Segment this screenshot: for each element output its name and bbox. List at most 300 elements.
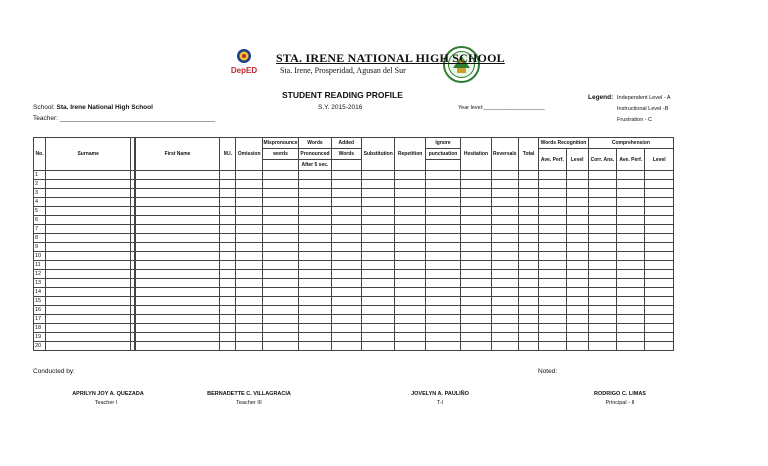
table-cell[interactable] — [220, 333, 236, 342]
table-cell[interactable] — [135, 189, 220, 198]
table-cell[interactable] — [491, 270, 518, 279]
table-cell[interactable] — [425, 333, 460, 342]
table-cell[interactable] — [331, 297, 361, 306]
table-cell[interactable] — [645, 180, 674, 189]
table-cell[interactable] — [331, 252, 361, 261]
table-cell[interactable] — [425, 189, 460, 198]
table-cell[interactable] — [461, 261, 491, 270]
table-cell[interactable] — [262, 198, 298, 207]
table-cell[interactable] — [362, 216, 395, 225]
table-cell[interactable] — [135, 225, 220, 234]
table-cell[interactable] — [262, 225, 298, 234]
table-cell[interactable] — [425, 315, 460, 324]
table-cell[interactable] — [46, 324, 131, 333]
table-cell[interactable] — [461, 324, 491, 333]
table-cell[interactable] — [46, 270, 131, 279]
table-cell[interactable] — [331, 306, 361, 315]
table-cell[interactable] — [362, 198, 395, 207]
table-cell[interactable] — [262, 342, 298, 351]
table-cell[interactable] — [539, 297, 566, 306]
table-cell[interactable] — [236, 315, 262, 324]
table-cell[interactable] — [617, 234, 645, 243]
table-cell[interactable] — [588, 243, 616, 252]
table-cell[interactable] — [518, 243, 538, 252]
table-cell[interactable] — [46, 333, 131, 342]
table-cell[interactable] — [461, 225, 491, 234]
table-cell[interactable] — [588, 279, 616, 288]
table-cell[interactable] — [46, 216, 131, 225]
table-cell[interactable] — [617, 270, 645, 279]
table-cell[interactable] — [331, 324, 361, 333]
table-cell[interactable] — [299, 252, 331, 261]
table-cell[interactable] — [425, 261, 460, 270]
table-cell[interactable] — [491, 171, 518, 180]
table-cell[interactable] — [262, 171, 298, 180]
table-cell[interactable] — [425, 270, 460, 279]
table-cell[interactable] — [46, 198, 131, 207]
table-cell[interactable] — [395, 306, 425, 315]
table-cell[interactable] — [135, 207, 220, 216]
table-cell[interactable] — [362, 207, 395, 216]
table-cell[interactable] — [491, 243, 518, 252]
table-cell[interactable] — [539, 252, 566, 261]
table-cell[interactable] — [220, 279, 236, 288]
table-cell[interactable] — [645, 306, 674, 315]
table-cell[interactable] — [539, 315, 566, 324]
table-cell[interactable] — [299, 216, 331, 225]
table-cell[interactable] — [539, 306, 566, 315]
table-cell[interactable] — [395, 171, 425, 180]
table-cell[interactable] — [539, 324, 566, 333]
table-cell[interactable] — [236, 342, 262, 351]
table-cell[interactable] — [262, 180, 298, 189]
table-cell[interactable] — [220, 225, 236, 234]
table-cell[interactable] — [539, 198, 566, 207]
table-cell[interactable] — [518, 261, 538, 270]
table-cell[interactable] — [331, 180, 361, 189]
table-cell[interactable] — [518, 288, 538, 297]
table-cell[interactable] — [220, 243, 236, 252]
table-cell[interactable] — [262, 207, 298, 216]
table-cell[interactable] — [588, 216, 616, 225]
table-cell[interactable] — [331, 270, 361, 279]
table-cell[interactable] — [46, 297, 131, 306]
table-cell[interactable] — [425, 306, 460, 315]
table-cell[interactable] — [539, 180, 566, 189]
table-cell[interactable] — [566, 315, 588, 324]
table-cell[interactable] — [566, 216, 588, 225]
table-cell[interactable] — [220, 234, 236, 243]
table-cell[interactable] — [331, 279, 361, 288]
table-cell[interactable] — [518, 252, 538, 261]
table-cell[interactable] — [46, 171, 131, 180]
table-cell[interactable] — [539, 225, 566, 234]
table-cell[interactable] — [236, 198, 262, 207]
table-cell[interactable] — [566, 225, 588, 234]
table-cell[interactable] — [461, 252, 491, 261]
table-cell[interactable] — [299, 315, 331, 324]
table-cell[interactable] — [588, 189, 616, 198]
table-cell[interactable] — [588, 225, 616, 234]
table-cell[interactable] — [362, 288, 395, 297]
table-cell[interactable] — [262, 288, 298, 297]
table-cell[interactable] — [236, 207, 262, 216]
table-cell[interactable] — [46, 234, 131, 243]
table-cell[interactable] — [135, 279, 220, 288]
table-cell[interactable] — [617, 342, 645, 351]
table-cell[interactable] — [236, 225, 262, 234]
table-cell[interactable] — [395, 324, 425, 333]
table-cell[interactable] — [262, 270, 298, 279]
table-cell[interactable] — [617, 288, 645, 297]
table-cell[interactable] — [566, 261, 588, 270]
table-cell[interactable] — [645, 342, 674, 351]
table-cell[interactable] — [220, 261, 236, 270]
table-cell[interactable] — [645, 252, 674, 261]
table-cell[interactable] — [220, 342, 236, 351]
table-cell[interactable] — [645, 225, 674, 234]
table-cell[interactable] — [461, 297, 491, 306]
table-cell[interactable] — [461, 270, 491, 279]
table-cell[interactable] — [566, 171, 588, 180]
table-cell[interactable] — [220, 189, 236, 198]
table-cell[interactable] — [425, 216, 460, 225]
table-cell[interactable] — [566, 207, 588, 216]
table-cell[interactable] — [588, 234, 616, 243]
table-cell[interactable] — [645, 243, 674, 252]
table-cell[interactable] — [331, 243, 361, 252]
table-cell[interactable] — [645, 216, 674, 225]
table-cell[interactable] — [135, 315, 220, 324]
table-cell[interactable] — [566, 306, 588, 315]
table-cell[interactable] — [617, 306, 645, 315]
table-cell[interactable] — [46, 279, 131, 288]
table-cell[interactable] — [220, 216, 236, 225]
table-cell[interactable] — [566, 252, 588, 261]
table-cell[interactable] — [331, 315, 361, 324]
table-cell[interactable] — [617, 216, 645, 225]
table-cell[interactable] — [461, 315, 491, 324]
table-cell[interactable] — [236, 279, 262, 288]
table-cell[interactable] — [518, 171, 538, 180]
table-cell[interactable] — [135, 234, 220, 243]
table-cell[interactable] — [220, 207, 236, 216]
table-cell[interactable] — [518, 207, 538, 216]
table-cell[interactable] — [539, 189, 566, 198]
table-cell[interactable] — [362, 270, 395, 279]
table-cell[interactable] — [331, 234, 361, 243]
table-cell[interactable] — [491, 333, 518, 342]
table-cell[interactable] — [425, 297, 460, 306]
table-cell[interactable] — [262, 297, 298, 306]
table-cell[interactable] — [262, 234, 298, 243]
table-cell[interactable] — [236, 261, 262, 270]
table-cell[interactable] — [617, 171, 645, 180]
table-cell[interactable] — [46, 189, 131, 198]
table-cell[interactable] — [518, 333, 538, 342]
table-cell[interactable] — [617, 297, 645, 306]
table-cell[interactable] — [135, 270, 220, 279]
table-cell[interactable] — [491, 198, 518, 207]
table-cell[interactable] — [220, 252, 236, 261]
table-cell[interactable] — [362, 261, 395, 270]
table-cell[interactable] — [645, 198, 674, 207]
table-cell[interactable] — [46, 207, 131, 216]
table-cell[interactable] — [518, 216, 538, 225]
table-cell[interactable] — [461, 342, 491, 351]
table-cell[interactable] — [491, 315, 518, 324]
table-cell[interactable] — [395, 270, 425, 279]
table-cell[interactable] — [46, 243, 131, 252]
table-cell[interactable] — [461, 288, 491, 297]
table-cell[interactable] — [299, 288, 331, 297]
table-cell[interactable] — [262, 333, 298, 342]
table-cell[interactable] — [617, 315, 645, 324]
table-cell[interactable] — [236, 216, 262, 225]
table-cell[interactable] — [135, 342, 220, 351]
table-cell[interactable] — [645, 189, 674, 198]
table-cell[interactable] — [425, 171, 460, 180]
table-cell[interactable] — [645, 288, 674, 297]
table-cell[interactable] — [566, 243, 588, 252]
table-cell[interactable] — [425, 288, 460, 297]
table-cell[interactable] — [362, 279, 395, 288]
table-cell[interactable] — [395, 288, 425, 297]
table-cell[interactable] — [331, 216, 361, 225]
table-cell[interactable] — [518, 189, 538, 198]
table-cell[interactable] — [461, 207, 491, 216]
table-cell[interactable] — [539, 216, 566, 225]
table-cell[interactable] — [518, 279, 538, 288]
table-cell[interactable] — [645, 261, 674, 270]
table-cell[interactable] — [262, 324, 298, 333]
table-cell[interactable] — [461, 279, 491, 288]
table-cell[interactable] — [645, 171, 674, 180]
table-cell[interactable] — [395, 207, 425, 216]
table-cell[interactable] — [395, 252, 425, 261]
table-cell[interactable] — [331, 342, 361, 351]
table-cell[interactable] — [588, 270, 616, 279]
table-cell[interactable] — [236, 297, 262, 306]
table-cell[interactable] — [299, 333, 331, 342]
table-cell[interactable] — [461, 333, 491, 342]
table-cell[interactable] — [566, 279, 588, 288]
table-cell[interactable] — [518, 315, 538, 324]
table-cell[interactable] — [491, 225, 518, 234]
table-cell[interactable] — [135, 198, 220, 207]
table-cell[interactable] — [425, 252, 460, 261]
table-cell[interactable] — [617, 324, 645, 333]
table-cell[interactable] — [425, 234, 460, 243]
table-cell[interactable] — [220, 180, 236, 189]
table-cell[interactable] — [645, 207, 674, 216]
table-cell[interactable] — [491, 216, 518, 225]
table-cell[interactable] — [645, 297, 674, 306]
table-cell[interactable] — [425, 243, 460, 252]
table-cell[interactable] — [645, 324, 674, 333]
table-cell[interactable] — [588, 207, 616, 216]
table-cell[interactable] — [617, 225, 645, 234]
table-cell[interactable] — [46, 225, 131, 234]
table-cell[interactable] — [617, 180, 645, 189]
table-cell[interactable] — [518, 198, 538, 207]
table-cell[interactable] — [539, 270, 566, 279]
table-cell[interactable] — [491, 189, 518, 198]
table-cell[interactable] — [395, 342, 425, 351]
table-cell[interactable] — [566, 189, 588, 198]
table-cell[interactable] — [518, 225, 538, 234]
table-cell[interactable] — [491, 252, 518, 261]
table-cell[interactable] — [362, 333, 395, 342]
table-cell[interactable] — [236, 189, 262, 198]
table-cell[interactable] — [588, 333, 616, 342]
table-cell[interactable] — [135, 261, 220, 270]
table-cell[interactable] — [46, 288, 131, 297]
table-cell[interactable] — [588, 324, 616, 333]
table-cell[interactable] — [588, 297, 616, 306]
table-cell[interactable] — [362, 297, 395, 306]
table-cell[interactable] — [588, 288, 616, 297]
table-cell[interactable] — [135, 306, 220, 315]
table-cell[interactable] — [491, 342, 518, 351]
table-cell[interactable] — [617, 333, 645, 342]
table-cell[interactable] — [331, 171, 361, 180]
table-cell[interactable] — [425, 198, 460, 207]
table-cell[interactable] — [461, 306, 491, 315]
table-cell[interactable] — [491, 234, 518, 243]
table-cell[interactable] — [461, 243, 491, 252]
table-cell[interactable] — [491, 261, 518, 270]
table-cell[interactable] — [588, 180, 616, 189]
table-cell[interactable] — [395, 315, 425, 324]
table-cell[interactable] — [362, 180, 395, 189]
table-cell[interactable] — [395, 189, 425, 198]
table-cell[interactable] — [491, 279, 518, 288]
table-cell[interactable] — [461, 189, 491, 198]
table-cell[interactable] — [645, 234, 674, 243]
table-cell[interactable] — [645, 315, 674, 324]
table-cell[interactable] — [262, 243, 298, 252]
table-cell[interactable] — [395, 198, 425, 207]
table-cell[interactable] — [461, 198, 491, 207]
table-cell[interactable] — [566, 324, 588, 333]
table-cell[interactable] — [299, 180, 331, 189]
table-cell[interactable] — [491, 207, 518, 216]
table-cell[interactable] — [518, 270, 538, 279]
table-cell[interactable] — [299, 198, 331, 207]
table-cell[interactable] — [539, 342, 566, 351]
table-cell[interactable] — [236, 306, 262, 315]
table-cell[interactable] — [236, 270, 262, 279]
table-cell[interactable] — [331, 225, 361, 234]
table-cell[interactable] — [220, 315, 236, 324]
table-cell[interactable] — [588, 198, 616, 207]
table-cell[interactable] — [299, 234, 331, 243]
table-cell[interactable] — [135, 171, 220, 180]
table-cell[interactable] — [135, 288, 220, 297]
table-cell[interactable] — [566, 270, 588, 279]
table-cell[interactable] — [518, 234, 538, 243]
table-cell[interactable] — [362, 252, 395, 261]
table-cell[interactable] — [299, 207, 331, 216]
table-cell[interactable] — [539, 288, 566, 297]
table-cell[interactable] — [539, 261, 566, 270]
table-cell[interactable] — [135, 216, 220, 225]
table-cell[interactable] — [566, 234, 588, 243]
table-cell[interactable] — [331, 333, 361, 342]
table-cell[interactable] — [539, 234, 566, 243]
table-cell[interactable] — [46, 180, 131, 189]
table-cell[interactable] — [425, 207, 460, 216]
table-cell[interactable] — [362, 243, 395, 252]
table-cell[interactable] — [299, 342, 331, 351]
table-cell[interactable] — [566, 342, 588, 351]
table-cell[interactable] — [588, 315, 616, 324]
table-cell[interactable] — [566, 198, 588, 207]
table-cell[interactable] — [262, 279, 298, 288]
table-cell[interactable] — [299, 324, 331, 333]
table-cell[interactable] — [46, 315, 131, 324]
table-cell[interactable] — [236, 243, 262, 252]
table-cell[interactable] — [331, 189, 361, 198]
table-cell[interactable] — [395, 333, 425, 342]
table-cell[interactable] — [518, 306, 538, 315]
table-cell[interactable] — [617, 261, 645, 270]
table-cell[interactable] — [299, 279, 331, 288]
table-cell[interactable] — [461, 234, 491, 243]
table-cell[interactable] — [425, 342, 460, 351]
table-cell[interactable] — [362, 306, 395, 315]
table-cell[interactable] — [566, 180, 588, 189]
table-cell[interactable] — [588, 342, 616, 351]
table-cell[interactable] — [588, 261, 616, 270]
table-cell[interactable] — [135, 252, 220, 261]
table-cell[interactable] — [220, 297, 236, 306]
table-cell[interactable] — [588, 171, 616, 180]
table-cell[interactable] — [395, 243, 425, 252]
table-cell[interactable] — [518, 324, 538, 333]
table-cell[interactable] — [491, 288, 518, 297]
table-cell[interactable] — [395, 279, 425, 288]
table-cell[interactable] — [220, 270, 236, 279]
table-cell[interactable] — [46, 306, 131, 315]
table-cell[interactable] — [491, 180, 518, 189]
table-cell[interactable] — [491, 297, 518, 306]
table-cell[interactable] — [299, 306, 331, 315]
table-cell[interactable] — [236, 171, 262, 180]
table-cell[interactable] — [46, 261, 131, 270]
table-cell[interactable] — [491, 306, 518, 315]
table-cell[interactable] — [645, 279, 674, 288]
table-cell[interactable] — [617, 198, 645, 207]
table-cell[interactable] — [299, 297, 331, 306]
table-cell[interactable] — [395, 297, 425, 306]
table-cell[interactable] — [331, 288, 361, 297]
table-cell[interactable] — [539, 279, 566, 288]
table-cell[interactable] — [362, 324, 395, 333]
table-cell[interactable] — [135, 243, 220, 252]
table-cell[interactable] — [220, 171, 236, 180]
table-cell[interactable] — [617, 207, 645, 216]
table-cell[interactable] — [617, 243, 645, 252]
table-cell[interactable] — [617, 252, 645, 261]
table-cell[interactable] — [362, 225, 395, 234]
table-cell[interactable] — [262, 216, 298, 225]
table-cell[interactable] — [236, 234, 262, 243]
table-cell[interactable] — [220, 324, 236, 333]
table-cell[interactable] — [425, 324, 460, 333]
table-cell[interactable] — [299, 261, 331, 270]
